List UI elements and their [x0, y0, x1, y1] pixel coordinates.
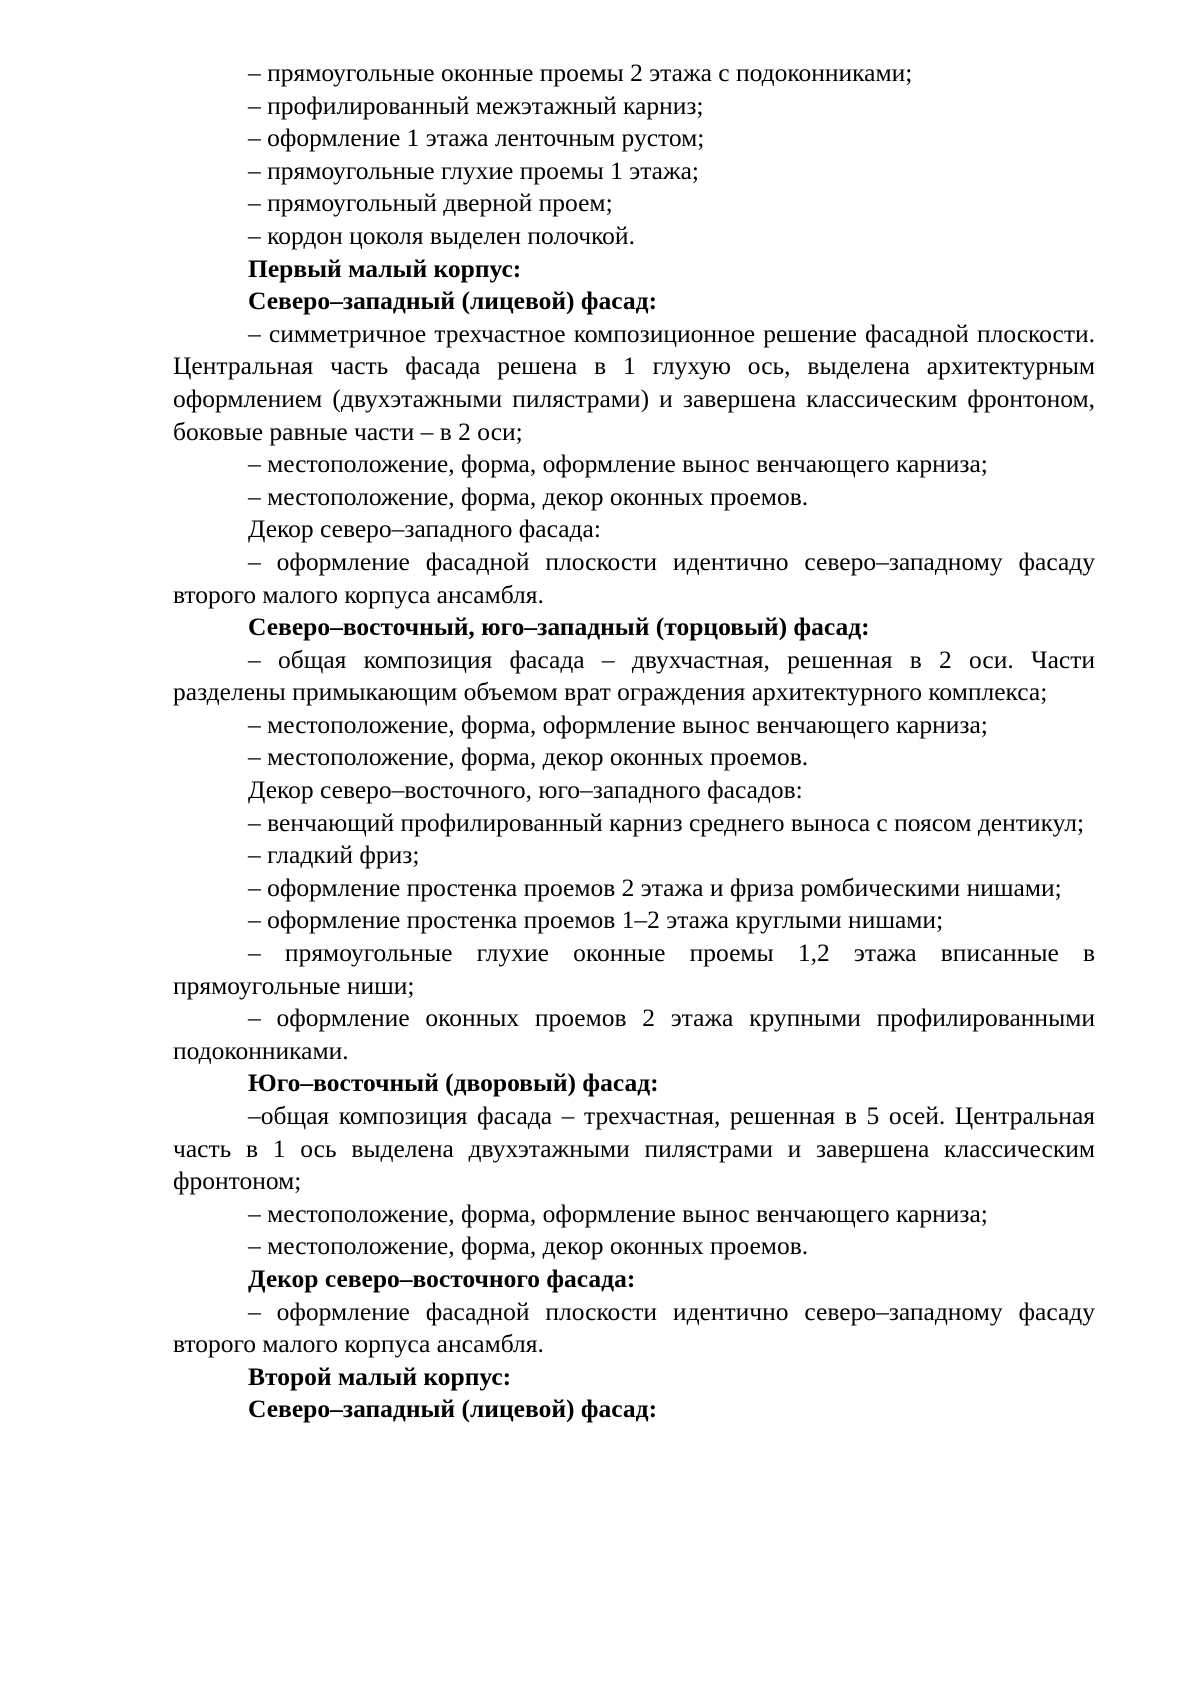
list-item: – местоположение, форма, оформление вынос венчающего карниза;: [248, 709, 988, 739]
section-heading: Первый малый корпус:: [248, 253, 522, 283]
list-item: – местоположение, форма, декор оконных проемов.: [248, 1231, 809, 1261]
subsection-heading: Декор северо–восточного фасада:: [248, 1263, 636, 1293]
decor-label: Декор северо–западного фасада:: [248, 514, 601, 544]
list-item: – оформление 1 этажа ленточным рустом;: [248, 123, 705, 153]
list-item: – оформление простенка проемов 2 этажа и фриза ромбическими нишами;: [248, 872, 1062, 902]
document-page: [173, 57, 1095, 1426]
list-item: – кордон цоколя выделен полочкой.: [248, 220, 635, 250]
section-heading: Второй малый корпус:: [248, 1361, 512, 1391]
list-item: – местоположение, форма, оформление вынос венчающего карниза;: [248, 1198, 988, 1228]
list-item: – гладкий фриз;: [248, 840, 420, 870]
list-item: – венчающий профилированный карниз среднего выноса с поясом дентикул;: [248, 807, 1085, 837]
list-item: – симметричное трехчастное композиционное решение фасадной плоскости. Центральная часть фасада решена в 1 глухую ось, выделена архитектурным оформлением (двухэтажными пилястрами) и завершена классическим фронтоном, боковые равные части – в 2 оси;: [173, 318, 1095, 446]
list-item: –общая композиция фасада – трехчастная, решенная в 5 осей. Центральная часть в 1 ось выделена двухэтажными пилястрами и завершена классическим фронтоном;: [173, 1101, 1095, 1196]
list-item: – оформление простенка проемов 1–2 этажа круглыми нишами;: [248, 905, 944, 935]
list-item: – местоположение, форма, декор оконных проемов.: [248, 481, 809, 511]
decor-label: Декор северо–восточного, юго–западного фасадов:: [248, 775, 803, 805]
list-item: – общая композиция фасада – двухчастная, решенная в 2 оси. Части разделены примыкающим объемом врат ограждения архитектурного комплекса;: [173, 644, 1095, 707]
subsection-heading: Северо–восточный, юго–западный (торцовый) фасад:: [248, 612, 870, 642]
list-item: – прямоугольные глухие проемы 1 этажа;: [248, 155, 699, 185]
list-item: – оформление оконных проемов 2 этажа крупными профилированными подоконниками.: [173, 1003, 1095, 1065]
list-item: – прямоугольные глухие оконные проемы 1,2 этажа вписанные в прямоугольные ниши;: [173, 938, 1095, 1000]
list-item: – оформление фасадной плоскости идентично северо–западному фасаду второго малого корпуса ансамбля.: [173, 546, 1095, 609]
list-item: – прямоугольный дверной проем;: [248, 188, 613, 218]
subsection-heading: Северо–западный (лицевой) фасад:: [248, 1394, 658, 1424]
list-item: – местоположение, форма, декор оконных проемов.: [248, 742, 809, 772]
list-item: – профилированный межэтажный карниз;: [248, 90, 704, 120]
subsection-heading: Северо–западный (лицевой) фасад:: [248, 286, 658, 316]
list-item: – прямоугольные оконные проемы 2 этажа с подоконниками;: [248, 58, 913, 87]
list-item: – оформление фасадной плоскости идентично северо–западному фасаду второго малого корпуса ансамбля.: [173, 1296, 1095, 1359]
list-item: – местоположение, форма, оформление вынос венчающего карниза;: [248, 449, 988, 479]
subsection-heading: Юго–восточный (дворовый) фасад:: [248, 1068, 659, 1098]
